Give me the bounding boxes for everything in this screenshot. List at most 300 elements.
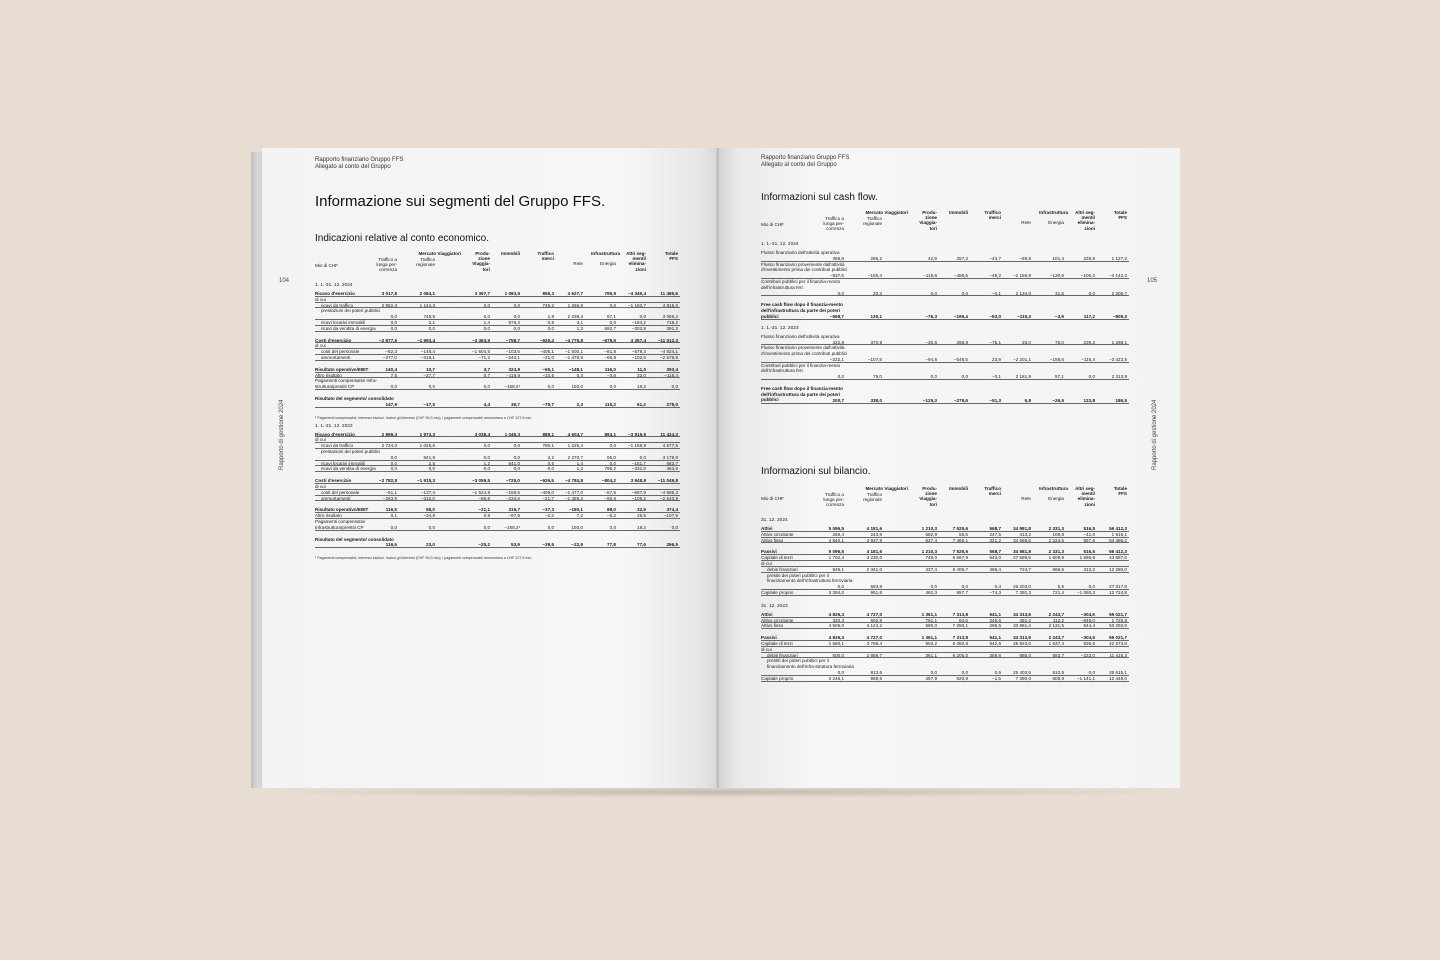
cell-value: 463,6 [666,466,678,472]
cell-value: 0,0 [513,443,520,449]
cell-value: 0,0 [609,460,616,466]
cell-value: 2 341,0 [866,566,882,572]
table-row [761,345,1129,362]
cell-value: 150,0 [571,524,583,530]
cell-value: 11 485,6 [660,291,678,296]
cell-value: 320,3 [832,617,844,623]
cell-value: 2 724,3 [381,443,397,449]
cell-value: 841,9 [423,454,435,460]
cell-value: 0,0 [961,669,968,675]
cell-value: −66,6 [478,495,490,501]
cell-value: 0,0 [513,314,520,320]
cell-value: −148,1 [568,366,583,372]
cell-value: 61,2 [637,401,646,407]
cell-value: −0,1 [991,374,1001,380]
cell-value: 0,0 [390,319,397,325]
bal-col-infrastruttura: Infrastruttura [1039,486,1068,491]
cell-value: −1 478,9 [564,354,583,360]
cell-value: −21,7 [542,495,554,501]
left-header [315,157,403,171]
cell-value: −2 877,5 [378,337,397,343]
cell-value: 6 392,8 [952,640,968,646]
cell-value: −41,0 [1083,531,1095,537]
cell-value: −105,2 [631,495,646,501]
cell-value: −130,9 [1049,273,1064,279]
cell-value: 1 609,9 [1048,555,1064,561]
cell-value: 541,1 [989,635,1001,641]
cell-value: 5 096,5 [828,549,844,555]
cell-value: −456,5 [953,273,968,279]
cash-col-immobili: Immobili [949,210,968,215]
cell-value: 42,9 [928,255,937,261]
cell-value: 130,1 [870,313,882,319]
cell-value: 4,4 [483,401,490,407]
row-label: Attivo circolante [761,617,794,623]
cell-value: 510,5 [1052,669,1064,675]
cell-value: 147,9 [385,401,397,407]
cell-value: 0,4 [576,372,583,378]
cell-value: 841,0 [508,460,520,466]
cell-value: 666,5 [1052,566,1064,572]
cell-value: −119,9 [506,372,520,378]
table-row [761,590,1129,596]
cell-value: 3 230,0 [866,555,882,561]
cell-value: 544,4 [1083,623,1095,629]
cell-value: −1,5 [991,675,1001,681]
cell-value: 0,0 [609,524,616,530]
row-label: Ricavo d'esercizio [315,291,355,296]
cell-value: 25,5 [637,513,646,519]
cell-value: 1 298,1 [1111,339,1127,345]
cell-value: 5 096,5 [828,526,844,531]
cell-value: −926,5 [539,478,554,484]
unit-label: Mio di CHF [315,263,338,268]
row-label: debiti finanziari [767,566,798,572]
cell-value: 0,5 [994,669,1001,675]
cell-value: 1 728,8 [1111,617,1127,623]
table-row [761,262,1129,279]
table-row [761,623,1129,629]
cell-value: 541,1 [989,611,1001,617]
cell-value: 319,7 [508,507,520,513]
cell-value: 0,0 [513,325,520,331]
cell-value: 2 134,0 [1015,290,1031,296]
row-label: di cui [315,343,326,349]
cell-value: −76,3 [925,313,937,319]
cell-value: 0,0 [390,325,397,331]
cell-value: −2 543,9 [659,495,678,501]
cell-value: 42 573,8 [1109,640,1127,646]
bal-period-2023: 31. 12. 2023 [761,603,788,609]
table-row [761,279,1129,296]
cell-value: −199,4 [953,313,968,319]
cell-value: 500,0 [832,652,844,658]
cell-value: 627,4 [925,537,937,543]
bal-col-regionale: Traffico regionale [863,492,882,503]
cell-value: −1 524,9 [471,489,490,495]
cell-value: 295,5 [989,623,1001,629]
cell-value: 266,5 [666,542,678,548]
cell-value: 724,7 [1019,566,1031,572]
cell-value: 813,6 [870,669,882,675]
cell-value: 0,0 [547,466,554,472]
cell-value: 583,8 [870,584,882,590]
cell-value: 568,7 [989,526,1001,531]
cell-value: −302,8 [631,325,646,331]
cell-value: −809,3 [1112,313,1127,319]
cell-value: −60,6 [604,495,616,501]
cell-value: 200,7 [832,397,844,403]
cell-value: 12 448,0 [1109,675,1127,681]
cell-value: −2 782,8 [378,478,397,484]
cell-value: −679,9 [601,337,616,343]
cell-value: 0,0 [483,325,490,331]
cell-value: 7,2 [576,513,583,519]
cell-value: 2 205,7 [1111,290,1127,296]
cell-value: −3 915,9 [627,431,646,437]
cell-value: 1 637,4 [1048,640,1064,646]
row-label: Risultato operativo/EBIT [315,366,369,372]
cell-value: 855,3 [542,291,554,296]
section-title-income: Indicazioni relative al conto economico. [315,233,489,244]
cell-value: 746,2 [542,302,554,308]
cell-value: 53 292,9 [1109,623,1127,629]
col-rete: Rete [573,261,583,266]
cell-value: 0,0 [639,314,646,320]
cell-value: 2 852,3 [381,302,397,308]
cell-value: −2 159,8 [1012,273,1031,279]
cell-value: 27 317,8 [1109,584,1127,590]
cell-value: 1 026,6 [419,443,435,449]
cash-col-lunga: Traffico a lunga per- correnza [823,216,844,232]
cell-value: 2 331,3 [1048,526,1064,531]
balance-table [761,486,1129,682]
balance-rows-2024 [761,526,1129,596]
row-label: Attivi [761,526,773,531]
table-row [315,396,680,408]
cell-value: 4 506,0 [828,623,844,629]
table-row [315,449,680,461]
col-energia: Energia [600,261,616,266]
col-mercato: Mercato Viaggiatori [418,251,461,256]
cell-value: 879,2 [508,319,520,325]
cell-value: 1 361,1 [921,635,937,641]
row-label: costi del personale [321,349,360,355]
cell-value: −2 201,1 [1012,356,1031,362]
cell-value: 77,6 [637,542,646,548]
cell-value: −39,5 [542,542,554,548]
cell-value: 542,6 [989,640,1001,646]
cell-value: 1,9 [547,314,554,320]
cell-value: 2 899,3 [381,431,397,437]
cell-value: −937,6 [829,273,844,279]
row-label: Risultato del segmento/ consolidato [315,536,394,542]
cell-value: −65,1 [542,366,554,372]
cell-value: 0,5 [547,319,554,325]
cell-value: 391,2 [666,325,678,331]
row-label: Altro risultato [315,372,342,378]
cell-value: 748,0 [925,555,937,561]
cell-value: −26,5 [1052,397,1064,403]
period-2024: 1. 1.-31. 12. 2024 [315,283,353,288]
cell-value: 0,9 [483,513,490,519]
cell-value: 3 758,4 [866,640,882,646]
cell-value: −1 993,4 [416,337,435,343]
cell-value: 245,6 [989,617,1001,623]
cell-value: 2 859,7 [866,652,882,658]
cell-value: 11,0 [637,366,646,372]
cell-value: −4 346,4 [627,291,646,296]
cell-value: 3 367,7 [474,291,490,296]
cell-value: −164,2 [631,319,646,325]
table-row [761,302,1129,319]
cell-value: 33 861,4 [1013,623,1031,629]
cell-value: 55 021,7 [1109,611,1127,617]
row-label: ammortamenti [321,495,351,501]
cell-value: 256,4 [832,531,844,537]
cell-value: −318,1 [420,354,435,360]
cell-value: 101,4 [1052,255,1064,261]
cell-value: 2 131,5 [1048,623,1064,629]
cell-value: 683,7 [1052,652,1064,658]
row-label: ricavi da traffico [321,443,354,449]
cell-value: −168,2¹ [504,384,520,390]
cell-value: 721,4 [1052,589,1064,595]
cell-value: 10,7 [426,366,435,372]
row-label: Contributi pubblici per il finanzia-mento dell'infrastruttura ferr. [761,362,841,374]
cell-value: 0,0 [428,384,435,390]
row-label: Attivo fisso [761,623,784,629]
cell-value: −49,2 [989,273,1001,279]
cash-col-totale: Totale FFS [1113,210,1127,221]
cell-value: 3 179,8 [662,454,678,460]
cell-value: −30,5 [925,339,937,345]
cash-col-energia: Energia [1048,220,1064,225]
cell-value: 2 313,9 [1111,374,1127,380]
bal-period-2024: 31. 12. 2024 [761,518,788,523]
cell-value: 1 210,3 [921,549,937,555]
cell-value: −74,3 [989,589,1001,595]
cell-value: 0,0 [1088,374,1095,380]
cell-value: −1 193,7 [627,302,646,308]
cell-value: −316,0 [420,495,435,501]
footnote-2024: ¹ Pagamenti compensativi, interessi esclusi. Inclusi gli interessi (CHF 59,3 mio), i pagamenti compensativi ammontano a CHF 227,5 mio. [315,415,533,420]
right-side-label: Rapporto di gestione 2024 [1152,399,1158,470]
cell-value: −804,2 [601,478,616,484]
cell-value: 0,4 [994,584,1001,590]
cell-value: 2 243,7 [1048,611,1064,617]
cell-value: 4 815,0 [662,302,678,308]
cell-value: 4 577,5 [662,443,678,449]
table-row [315,378,680,390]
cell-value: 516,5 [1083,526,1095,531]
cell-value: 4 826,3 [828,635,844,641]
left-header-line-2: Allegato al conto del Gruppo [315,164,391,170]
cash-col-regionale: Traffico regionale [863,216,882,227]
cell-value: −93,0 [989,313,1001,319]
row-label: prestiti dei poteri pubblici per il finanziamento dell'infrastruttura ferroviaria [767,572,853,584]
cell-value: −3 423,5 [1108,356,1127,362]
cell-value: 1 127,2 [1111,255,1127,261]
right-header-line-2: Allegato al conto del Gruppo [761,162,837,168]
cell-value: 75,0 [1055,339,1064,345]
right-page [719,148,1180,788]
cell-value: 582,9 [925,531,937,537]
cell-value: 0,0 [483,302,490,308]
cell-value: 0,0 [837,290,844,296]
cell-value: 457,9 [925,675,937,681]
cell-value: 568,7 [989,549,1001,555]
cell-value: −222,0 [1080,652,1095,658]
row-label: di cui [315,437,326,443]
cell-value: 968,6 [870,675,882,681]
bal-col-energia: Energia [1048,496,1064,501]
cell-value: 63,6 [959,617,968,623]
cell-value: 18,2 [637,524,646,530]
cell-value: 321,2 [989,537,1001,543]
row-label: Flusso finanziario dell'attività operativa [761,333,840,339]
cell-value: 12 280,0 [1109,566,1127,572]
row-label: Risultato del segmento/ consolidato [315,395,394,401]
cell-value: 4 181,6 [866,549,882,555]
col-produzione: Produ- zione Viaggia- tori [472,251,490,272]
bal-col-totale: Totale FFS [1113,486,1127,497]
cell-value: −115,3 [1017,313,1031,319]
cell-value: −158,6 [1049,356,1064,362]
cell-value: 0,0 [428,466,435,472]
cell-value: 0,0 [483,384,490,390]
row-label: Capitale di terzi [761,640,793,646]
cell-value: 393,4 [666,366,678,372]
row-label: prestazioni dei poteri pubblici [321,308,381,314]
cell-value: −155,4 [867,273,882,279]
cell-value: 0,0 [483,454,490,460]
cell-value: 0,0 [513,302,520,308]
right-page-number: 105 [1147,278,1158,284]
cell-value: 1 973,3 [419,431,435,437]
cell-value: 75,0 [873,374,882,380]
cell-value: −304,6 [1080,611,1095,617]
cell-value: 0,0 [547,325,554,331]
cell-value: 692,7 [604,325,616,331]
cell-value: 1 361,1 [921,611,937,617]
cell-value: 32,9 [637,507,646,513]
left-side-label: Rapporto di gestione 2024 [279,399,285,470]
cell-value: 36,7 [511,401,520,407]
row-label: Costi d'esercizio [315,478,352,484]
row-label: Passivi [761,635,777,641]
cell-value: −37,3 [542,507,554,513]
cell-value: −1 080,3 [1076,589,1095,595]
cell-value: −69,5 [1019,255,1031,261]
cell-value: 25 403,5 [1013,669,1031,675]
cell-value: −11 049,8 [657,478,678,484]
cell-value: 0,7 [483,372,490,378]
cell-value: 0,0 [671,524,678,530]
left-header-line-1: Rapporto finanziario Gruppo FFS [315,157,404,163]
cell-value: 0,0 [609,443,616,449]
cell-value: −52,3 [385,349,397,355]
cell-value: 0,0 [837,669,844,675]
cell-value: 0,0 [609,384,616,390]
cell-value: 0,0 [390,460,397,466]
row-label: Ricavo d'esercizio [315,431,355,437]
cash-col-rete: Rete [1021,220,1031,225]
col-infrastruttura: Infrastruttura [591,251,620,256]
table-row [761,658,1129,675]
cell-value: 106,8 [1052,531,1064,537]
cell-value: 0,0 [837,374,844,380]
cell-value: 718,2 [666,319,678,325]
row-label: ricavi da vendita di energia [321,466,376,472]
cell-value: 0,0 [930,669,937,675]
row-label: Free cash flow dopo il finanzia-mento dell'infrastruttura da parte dei poteri pubblici [761,302,843,319]
cell-value: 140,4 [385,366,397,372]
cell-value: −3 363,9 [471,337,490,343]
cell-value: 20,3 [873,290,882,296]
cash-col-merci: Traffico merci [984,210,1001,221]
cell-value: 370,9 [870,339,882,345]
cell-value: 1,4 [483,319,490,325]
cell-value: 6 567,9 [952,555,968,561]
cell-value: 12 724,8 [1109,589,1127,595]
cell-value: 3 948,8 [630,478,646,484]
cell-value: −66,9 [604,354,616,360]
row-label: costi del personale [321,489,360,495]
cell-value: −0,8 [606,372,616,378]
cell-value: −279,6 [953,397,968,403]
bal-col-rete: Rete [1021,496,1031,501]
cell-value: −71,2 [478,354,490,360]
cell-value: 2 331,3 [1048,549,1064,555]
row-label: ricavi da traffico [321,302,354,308]
cell-value: 23,0 [426,542,435,548]
cell-value: 0,0 [483,466,490,472]
table-row [315,326,680,332]
cell-value: 239,2 [1083,339,1095,345]
cash-rows-2023 [761,334,1129,404]
cell-value: 0,0 [428,524,435,530]
cell-value: 2,2 [547,454,554,460]
cell-value: 26 923,6 [1013,640,1031,646]
table-row [315,308,680,320]
row-label: ricavi locativi immobili [321,460,366,466]
cell-value: 0,0 [961,290,968,296]
cell-value: 3 038,4 [474,431,490,437]
cell-value: 4 181,6 [866,526,882,531]
cell-value: 4 604,7 [567,431,583,437]
cell-value: 0,0 [390,524,397,530]
cell-value: −27,7 [423,372,435,378]
row-label: Contributi pubblici per il finanzia-mento dell'infrastruttura ferr. [761,278,841,290]
cell-value: 55 021,7 [1109,635,1127,641]
cell-value: 4 840,1 [828,537,844,543]
cell-value: −1 455,2 [564,495,583,501]
cell-value: 374,4 [666,507,678,513]
cell-value: −180,1 [568,507,583,513]
cell-value: 34 568,6 [1013,537,1031,543]
cash-col-infrastruttura: Infrastruttura [1039,210,1068,215]
cell-value: 3 056,2 [662,314,678,320]
cell-value: 3 017,8 [381,291,397,296]
cell-value: 2,5 [428,460,435,466]
income-table [315,251,680,562]
cell-value: −920,4 [539,337,554,343]
cell-value: −3 059,5 [471,478,490,484]
row-label: Flusso finanziario proveniente dall'attività d'investimento prima dei contributi pubblici [761,261,848,273]
cell-value: −97,6 [508,513,520,519]
period-2023: 1. 1.-31. 12. 2023 [315,423,353,429]
